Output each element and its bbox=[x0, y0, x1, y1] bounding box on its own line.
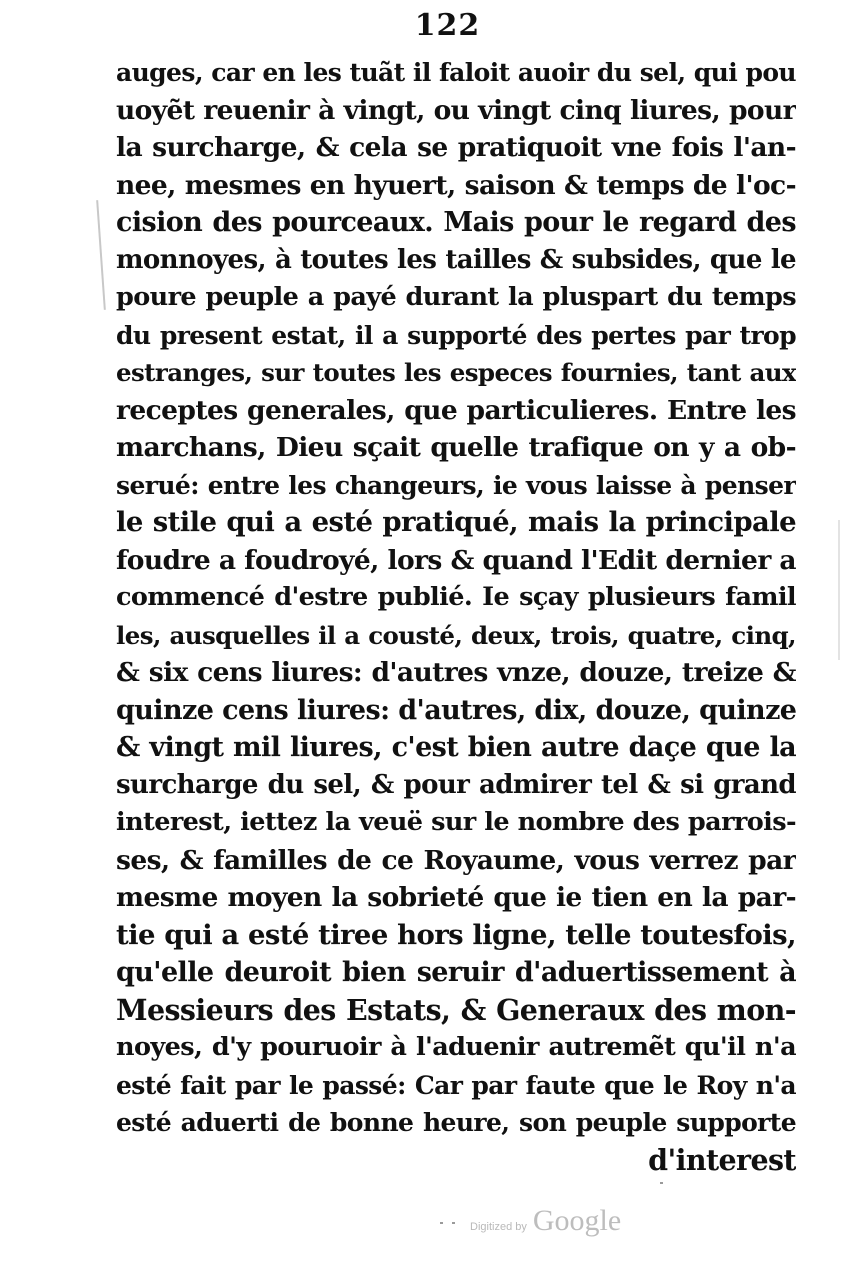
text-line: les, ausquelles il a cousté, deux, trois, quatre, cinq, bbox=[116, 620, 796, 650]
text-line: le stile qui a esté pratiqué, mais la principale bbox=[116, 506, 796, 538]
text-line: monnoyes, à toutes les tailles & subsides, que le bbox=[116, 244, 796, 275]
digitized-label: Digitized by bbox=[470, 1221, 527, 1233]
scan-speck bbox=[452, 1222, 455, 1224]
text-line: poure peuple a payé durant la pluspart du temps bbox=[116, 282, 796, 312]
text-line: nee, mesmes en hyuert, saison & temps de l'oc- bbox=[116, 169, 796, 201]
text-line: tie qui a esté tiree hors ligne, telle toutesfois, bbox=[116, 918, 796, 951]
text-line: uoyẽt reuenir à vingt, ou vingt cinq liures, pour bbox=[116, 94, 796, 126]
text-line: commencé d'estre publié. Ie sçay plusieurs famil bbox=[116, 582, 796, 612]
text-line: & six cens liures: d'autres vnze, douze, treize & bbox=[116, 657, 796, 688]
text-line: noyes, d'y pouruoir à l'aduenir autremẽt qu'il n'a bbox=[116, 1032, 796, 1062]
body-text bbox=[116, 54, 796, 1179]
page-number: 122 bbox=[414, 8, 481, 43]
scan-speck bbox=[440, 1222, 443, 1224]
text-line: marchans, Dieu sçait quelle trafique on y a ob- bbox=[116, 432, 796, 463]
text-line: mesme moyen la sobrieté que ie tien en la par- bbox=[116, 882, 796, 913]
text-line: surcharge du sel, & pour admirer tel & si grand bbox=[116, 769, 796, 800]
text-line: & vingt mil liures, c'est bien autre daçe que la bbox=[116, 732, 796, 763]
text-line: la surcharge, & cela se pratiquoit vne fois l'an- bbox=[116, 132, 796, 163]
margin-pen-mark bbox=[96, 200, 106, 310]
text-line: du present estat, il a supporté des pertes par trop bbox=[116, 320, 796, 350]
text-line: interest, iettez la veuë sur le nombre des parrois- bbox=[116, 807, 796, 837]
digitized-watermark bbox=[470, 1204, 670, 1244]
text-line: qu'elle deuroit bien seruir d'aduertissement à bbox=[116, 957, 796, 988]
google-logo: Google bbox=[532, 1204, 622, 1237]
catchword: d'interest bbox=[648, 1142, 796, 1177]
text-line: serué: entre les changeurs, ie vous laisse à penser bbox=[116, 470, 796, 500]
text-line: ses, & familles de ce Royaume, vous verrez par bbox=[116, 844, 796, 876]
text-line: quinze cens liures: d'autres, dix, douze, quinze bbox=[116, 694, 796, 726]
text-line: auges, car en les tuãt il faloit auoir du sel, qui pou bbox=[116, 58, 796, 87]
page-edge-shadow bbox=[838, 520, 840, 660]
text-line: esté fait par le passé: Car par faute que le Roy n'a bbox=[116, 1070, 796, 1100]
scan-speck bbox=[660, 1182, 663, 1184]
text-line: esté aduerti de bonne heure, son peuple supporte bbox=[116, 1108, 796, 1137]
text-line: Messieurs des Estats, & Generaux des mon- bbox=[116, 992, 796, 1027]
text-line: receptes generales, que particulieres. Entre les bbox=[116, 394, 796, 426]
text-line: estranges, sur toutes les especes fournies, tant aux bbox=[116, 358, 796, 387]
text-line: foudre a foudroyé, lors & quand l'Edit dernier a bbox=[116, 544, 796, 576]
text-line: cision des pourceaux. Mais pour le regard des bbox=[116, 207, 796, 238]
